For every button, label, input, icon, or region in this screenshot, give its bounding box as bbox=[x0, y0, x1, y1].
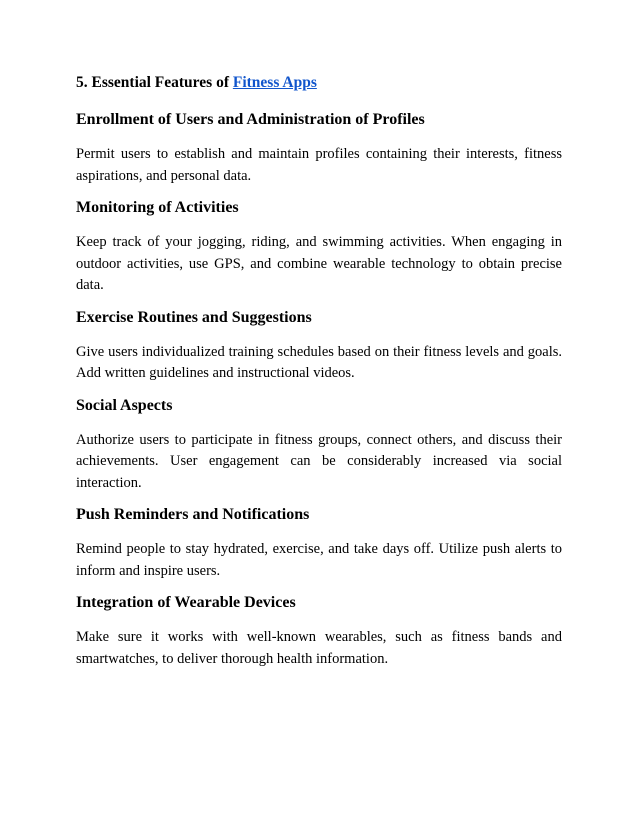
document-page bbox=[76, 72, 562, 680]
section-heading: Exercise Routines and Suggestions bbox=[76, 308, 312, 326]
section-notifications bbox=[76, 504, 562, 582]
section-body: Keep track of your jogging, riding, and swimming activities. When engaging in outdoor activities, use GPS, and combine wearable technology to obtain precise data. bbox=[76, 234, 562, 293]
section-body: Make sure it works with well-known wearables, such as fitness bands and smartwatches, to deliver thorough health information. bbox=[76, 629, 562, 667]
main-heading-prefix: 5. Essential Features of bbox=[76, 74, 233, 91]
section-heading: Monitoring of Activities bbox=[76, 199, 239, 216]
section-body: Give users individualized training schedules based on their fitness levels and goals. Add written guidelines and instructional videos. bbox=[76, 343, 562, 381]
section-social bbox=[76, 395, 562, 495]
section-exercise-routines bbox=[76, 307, 562, 385]
section-heading: Integration of Wearable Devices bbox=[76, 594, 296, 611]
fitness-apps-link[interactable]: Fitness Apps bbox=[232, 74, 317, 91]
section-profiles bbox=[76, 109, 562, 187]
section-body: Authorize users to participate in fitness groups, connect others, and discuss their achievements. User engagement can be considerably increased via social interaction. bbox=[76, 431, 562, 491]
section-body: Permit users to establish and maintain profiles containing their interests, fitness aspirations, and personal data. bbox=[76, 146, 562, 184]
section-activities bbox=[76, 197, 562, 297]
section-body: Remind people to stay hydrated, exercise, and take days off. Utilize push alerts to inform and inspire users. bbox=[76, 541, 562, 579]
section-heading: Enrollment of Users and Administration of Profiles bbox=[76, 111, 425, 128]
main-heading bbox=[76, 72, 562, 94]
section-wearables bbox=[76, 592, 562, 670]
section-heading: Social Aspects bbox=[76, 396, 173, 414]
section-heading: Push Reminders and Notifications bbox=[76, 506, 310, 523]
